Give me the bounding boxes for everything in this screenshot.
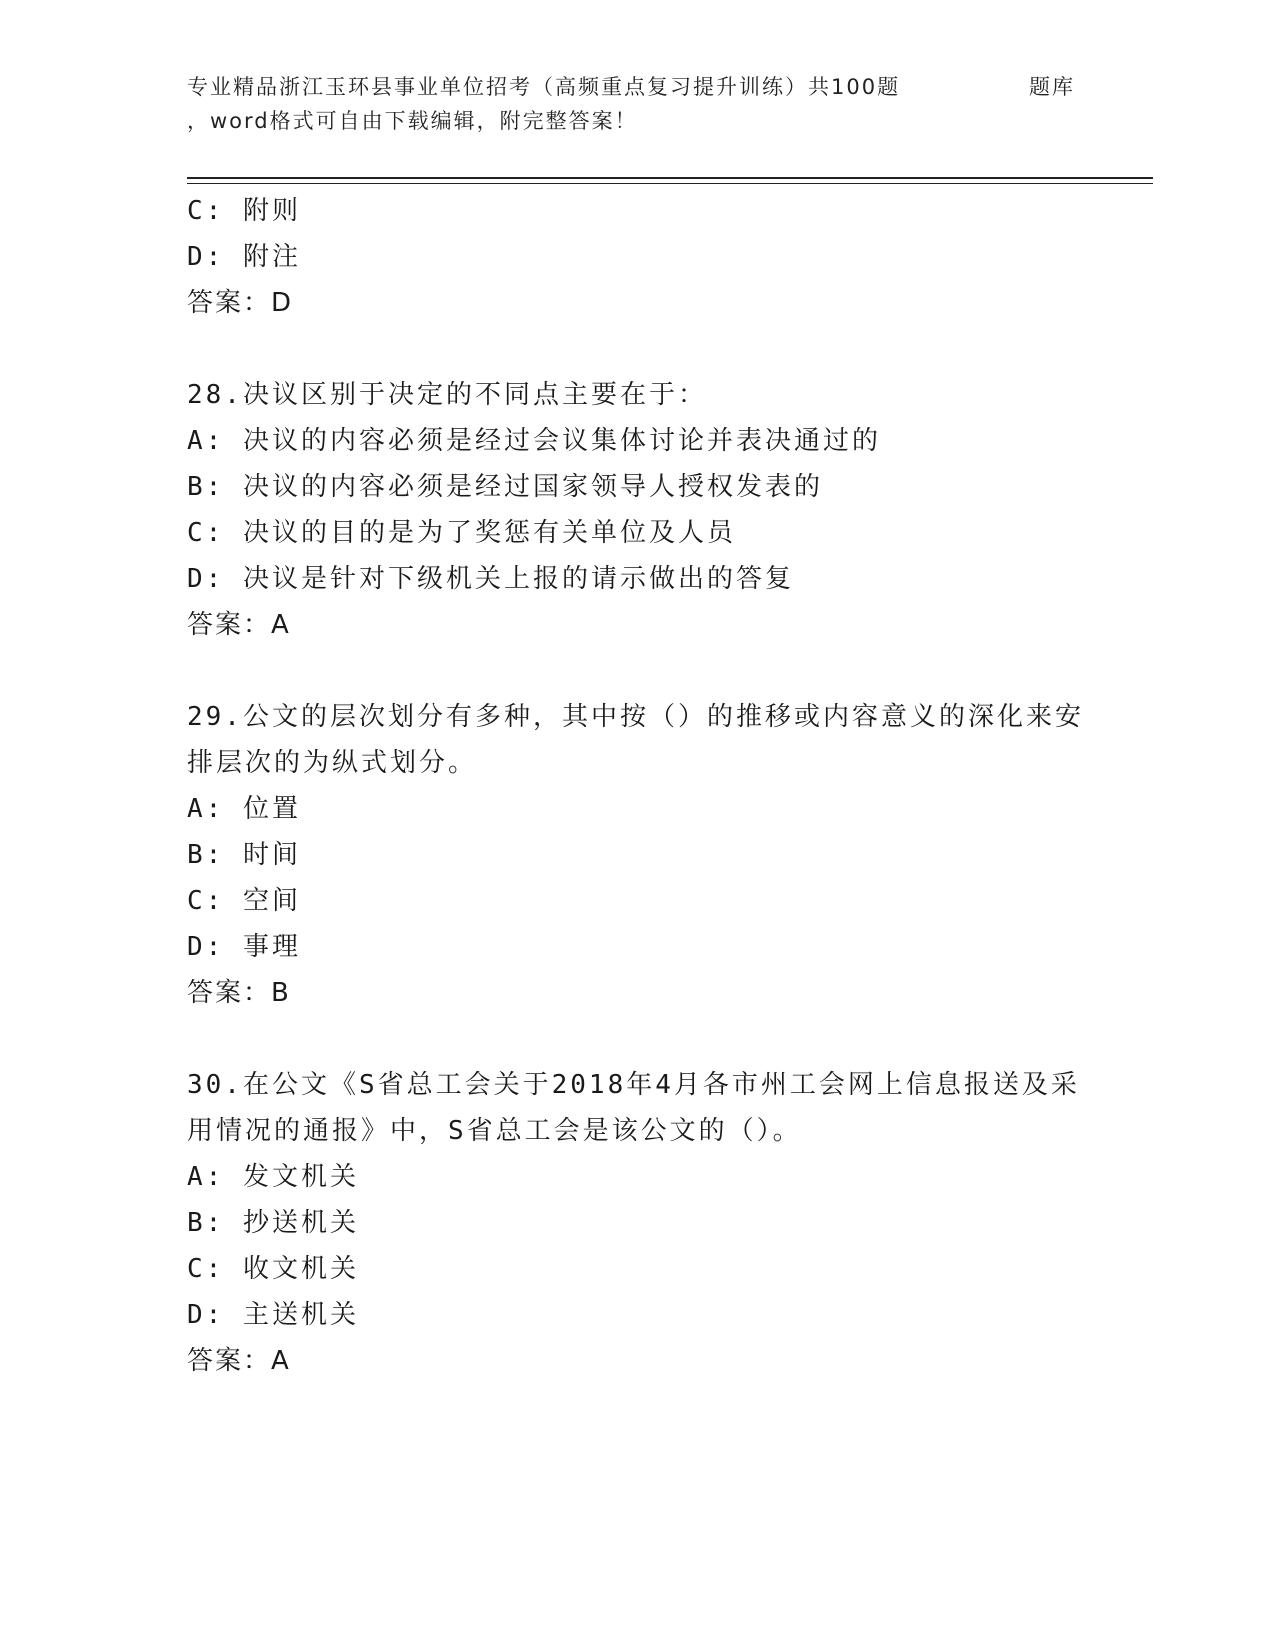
answer: 答案：B <box>187 978 291 1008</box>
question-block-30 <box>187 1062 1087 1384</box>
header-title-line1: 专业精品浙江玉环县事业单位招考（高频重点复习提升训练）共100题 <box>187 75 901 99</box>
spacer <box>187 326 1087 372</box>
option-a: A: 位置 <box>187 794 301 824</box>
question-text: 28.决议区别于决定的不同点主要在于： <box>187 380 707 410</box>
option-c: C: 空间 <box>187 886 301 916</box>
question-text-line1: 29.公文的层次划分有多种，其中按（）的推移或内容意义的深化来安 <box>187 702 1084 732</box>
question-block-29 <box>187 694 1087 1016</box>
option-a: A: 决议的内容必须是经过会议集体讨论并表决通过的 <box>187 426 881 456</box>
spacer <box>187 648 1087 694</box>
option-d: D: 决议是针对下级机关上报的请示做出的答复 <box>187 564 794 594</box>
question-block-28 <box>187 372 1087 648</box>
header-title-line2: ，word格式可自由下载编辑，附完整答案！ <box>187 109 638 133</box>
question-text-line1: 30.在公文《S省总工会关于2018年4月各市州工会网上信息报送及采 <box>187 1070 1080 1100</box>
question-block-previous <box>187 188 1087 326</box>
option-d: D: 附注 <box>187 242 301 272</box>
header-divider-thick <box>187 177 1153 179</box>
option-b: B: 时间 <box>187 840 301 870</box>
option-c: C: 收文机关 <box>187 1254 359 1284</box>
option-d: D: 事理 <box>187 932 301 962</box>
document-body <box>187 188 1087 1384</box>
answer: 答案：A <box>187 1346 291 1376</box>
option-c: C: 决议的目的是为了奖惩有关单位及人员 <box>187 518 736 548</box>
question-text-line2: 排层次的为纵式划分。 <box>187 748 478 778</box>
option-b: B: 决议的内容必须是经过国家领导人授权发表的 <box>187 472 823 502</box>
option-d: D: 主送机关 <box>187 1300 359 1330</box>
question-text-line2: 用情况的通报》中，S省总工会是该公文的（）。 <box>187 1116 802 1146</box>
document-header <box>187 70 1087 138</box>
header-divider-thin <box>187 183 1153 184</box>
option-b: B: 抄送机关 <box>187 1208 359 1238</box>
header-tag: 题库 <box>1029 75 1075 99</box>
option-a: A: 发文机关 <box>187 1162 359 1192</box>
option-c: C: 附则 <box>187 196 301 226</box>
answer: 答案：D <box>187 288 294 318</box>
spacer <box>187 1016 1087 1062</box>
answer: 答案：A <box>187 610 291 640</box>
